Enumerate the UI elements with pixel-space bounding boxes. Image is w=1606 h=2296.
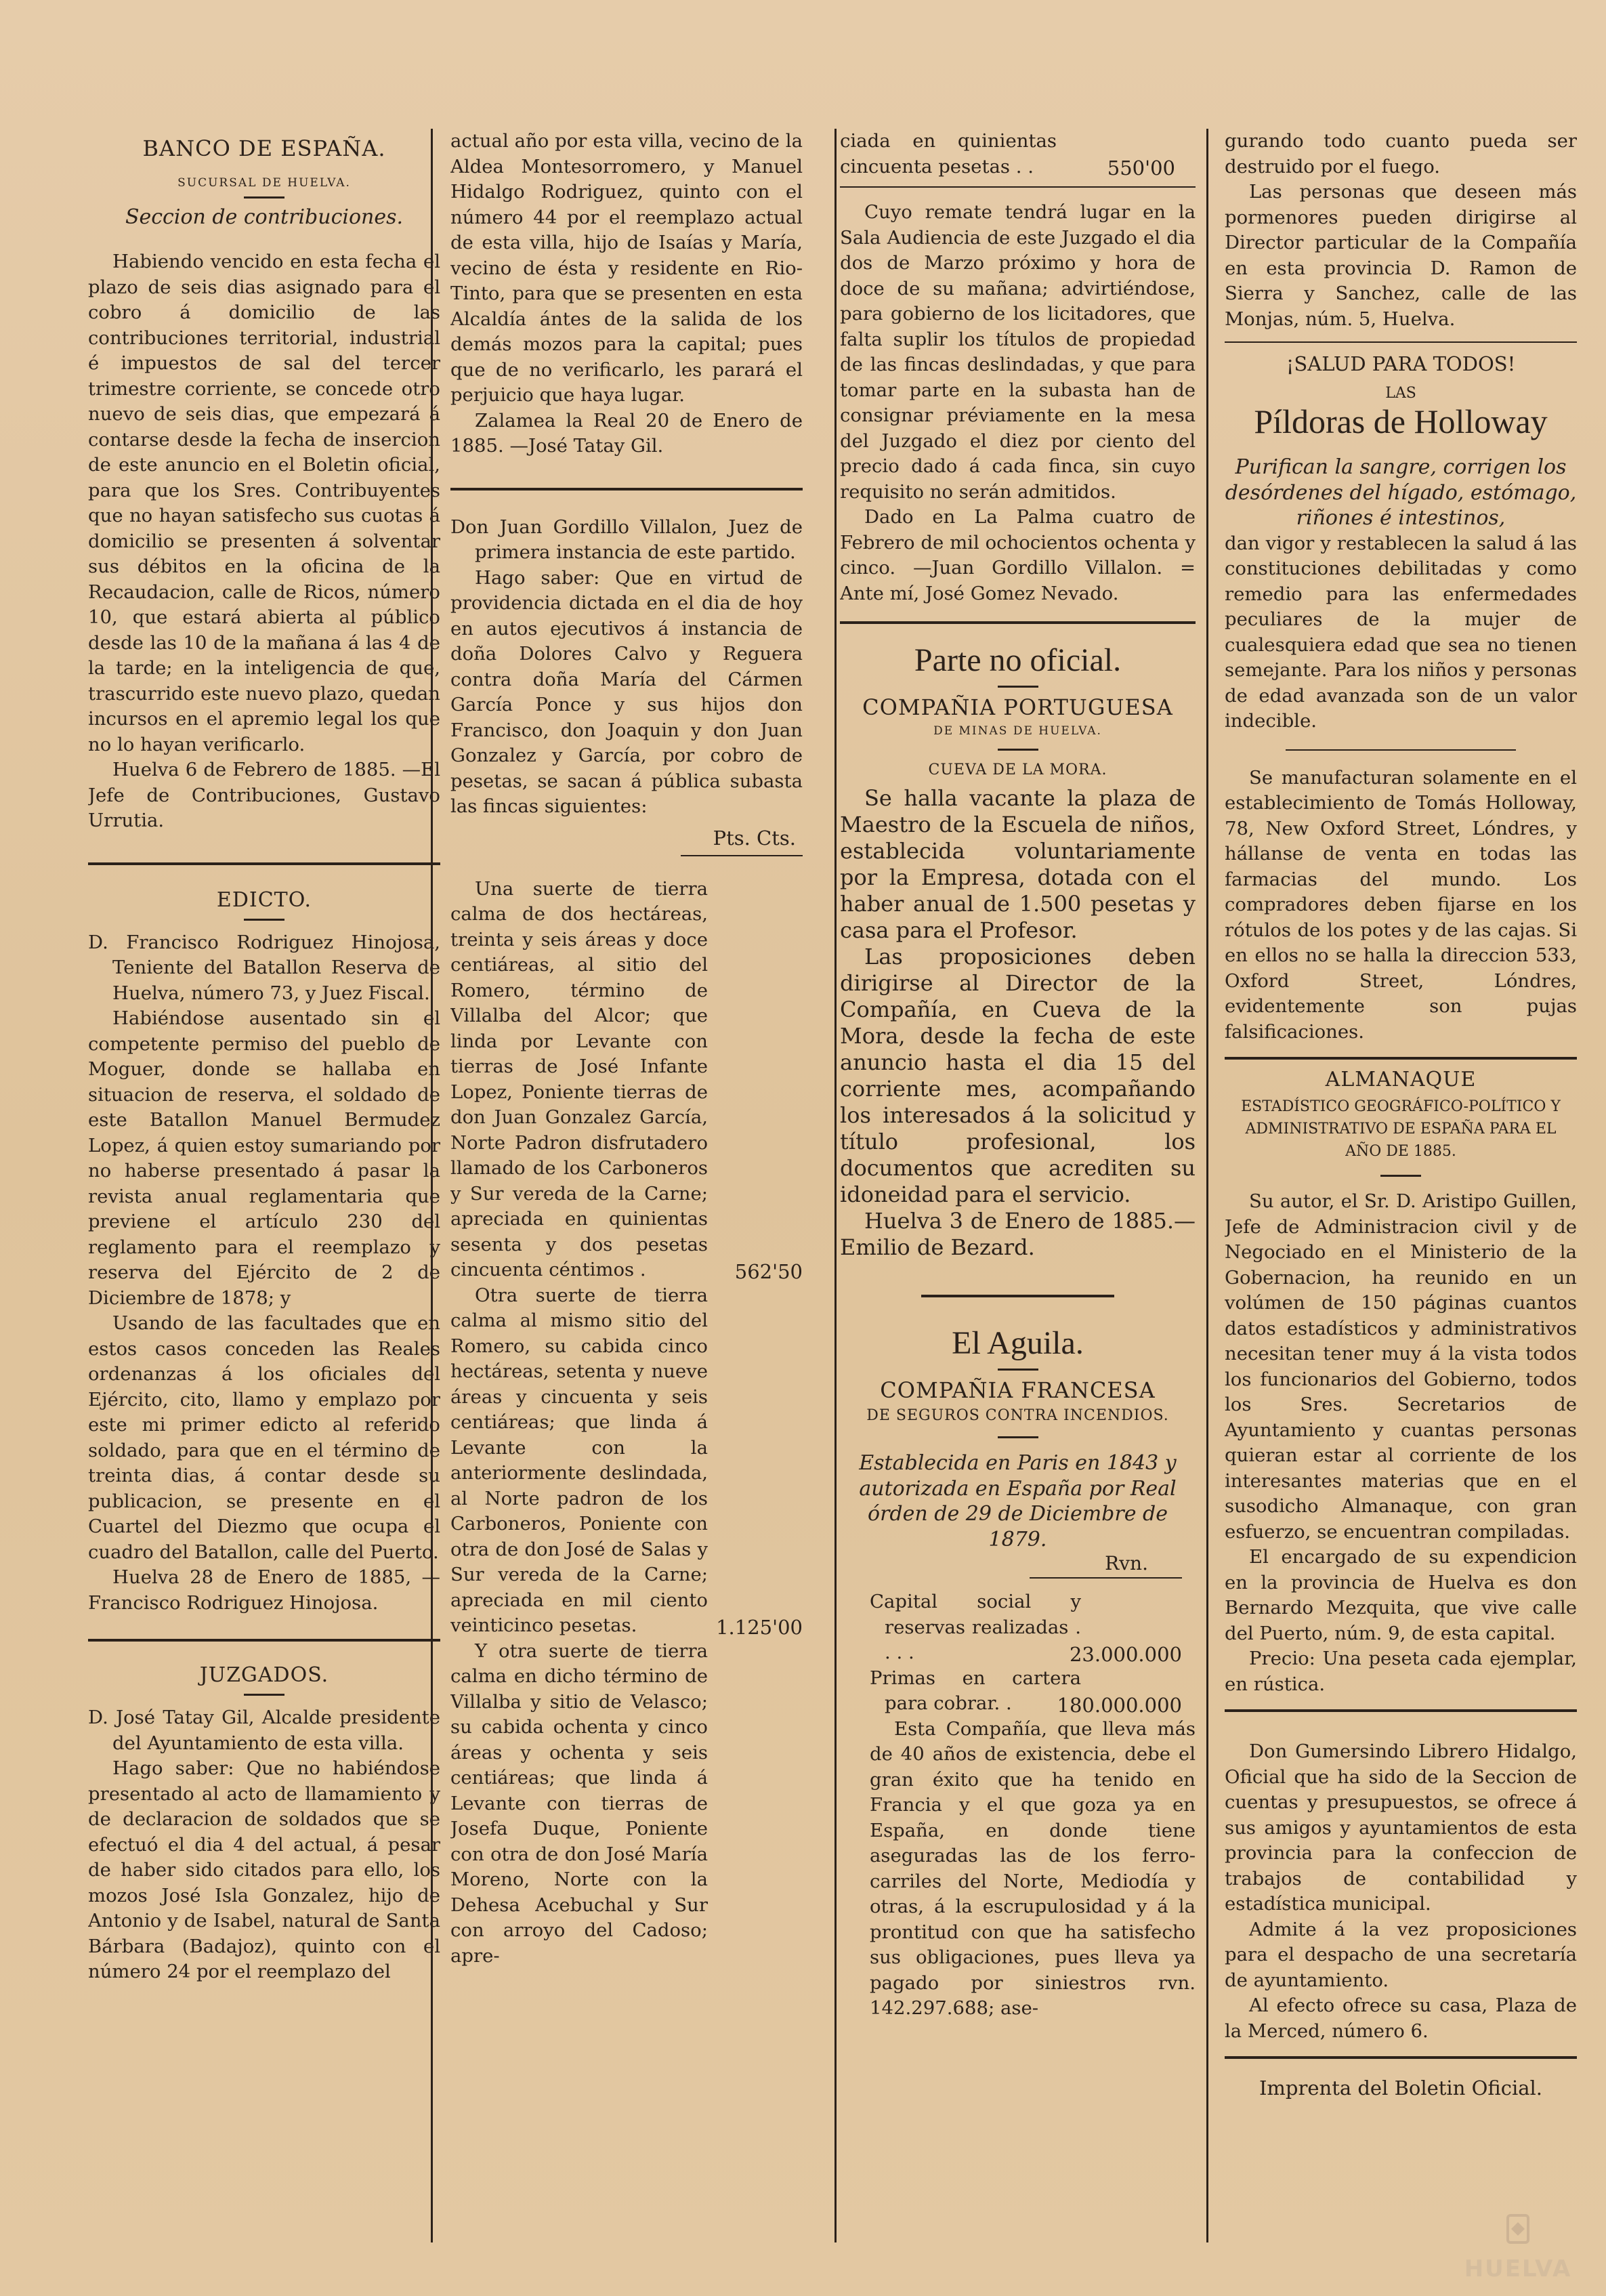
column-3 (840, 129, 1196, 2022)
pildoras-title: Píldoras de Holloway (1254, 402, 1548, 440)
section-rule (840, 621, 1196, 624)
finca-2-amount: 1.125'00 (716, 1615, 803, 1639)
continued-amount: 550'00 (1107, 156, 1175, 180)
cueva-paragraph: Se halla vacante la plaza de Maestro de la Escuela de niños, establecida voluntariamente por la Empresa, dotada con el haber anual de 1.500 pesetas y casa para el Profesor. (840, 785, 1196, 943)
pildoras-paragraph: dan vigor y restablecen la salud á las constituciones debilitadas y como remedio para las enfermedades peculiares de la mujer de cualesquiera edad que sea no tienen semejante. Para los niños y personas de edad avanzada son de un valor indecible. (1225, 532, 1577, 732)
finca-2: Otra suerte de tierra calma al mismo sitio del Romero, su cabida cinco hectáreas, setenta y nueve áreas y cincuenta y seis centiáreas; que linda á Levante con la anteriormente deslindada, al Norte padron de los Carboneros, Poniente con otra de don José de Salas y Sur vereda de la Carne; apreciada en mil ciento veinticinco pesetas. (450, 1284, 708, 1636)
pildoras-paragraph: Se manufacturan solamente en el establecimiento de Tomás Holloway, 78, New Oxford Street, Lóndres, y hállanse de venta en todas las farmacias del mundo. Los compradores deben fijarse en los rótulos de los potes y de las cajas. Si en ellos no se halla la direccion 533, Oxford Street, Lóndres, evidentemente son pujas falsificaciones. (1225, 766, 1577, 1043)
primas-value: 180.000.000 (1057, 1693, 1182, 1717)
divider (681, 855, 803, 856)
gumersindo-paragraph: Admite á la vez proposiciones para el despacho de una secretaría de ayuntamiento. (1225, 1918, 1577, 1991)
sucursal-heading: SUCURSAL DE HUELVA. (177, 176, 351, 190)
las-heading: LAS (1385, 385, 1416, 402)
salud-heading: ¡SALUD PARA TODOS! (1286, 352, 1516, 375)
edicto-paragraph: Habiéndose ausentado sin el competente permiso del pueblo de Moguer, donde se hallaba en situacion de reserva, el soldado de este Batallon Manuel Bermudez Lopez, á quien estoy sumariando por no haberse presentado á pasar la revista anual reglamentaria que previene el artículo 230 del reglamento para el reemplazo y reserva del Ejército de 2 de Diciembre de 1878; y (88, 1007, 440, 1309)
juzgados-title: JUZGADOS. (199, 1663, 329, 1687)
continued-signature: Zalamea la Real 20 de Enero de 1885. —José Tatay Gil. (450, 409, 803, 457)
capital-value: 23.000.000 (1069, 1642, 1182, 1666)
divider (998, 1369, 1038, 1371)
edicto-paragraph: Usando de las facultades que en estos casos conceden las Reales ordenanzas á los oficiales del Ejército, cito, llamo y emplazo por este mi primer edicto al referido soldado, para que en el término de treinta dias, á contar desde su publicacion, se presente en el Cuartel del Diezmo que ocupa el cuadro del Batallon, calle del Puerto. (88, 1312, 440, 1563)
aguila-paragraph: Esta Compañía, que lleva más de 40 años de existencia, debe el gran éxito que ha tenido en Francia y el que goza ya en España, en donde tiene aseguradas las de los ferro-carriles del Norte, Mediodía y otras, á la escrupulosidad y á la prontitud con que ha satisfecho sus obligaciones, pues lleva ya pagado por siniestros rvn. 142.297.688; ase- (870, 1717, 1196, 2019)
cueva-signature: Huelva 3 de Enero de 1885.—Emilio de Bezard. (840, 1208, 1196, 1260)
section-rule (88, 862, 440, 865)
imprenta-footer: Imprenta del Boletin Oficial. (1259, 2076, 1543, 2100)
edicto-heading: D. Francisco Rodriguez Hinojosa, Teniente del Batallon Reserva de Huelva, número 73, y Juez Fiscal. (88, 931, 440, 1004)
gumersindo-paragraph: Don Gumersindo Librero Hidalgo, Oficial que ha sido de la Seccion de cuentas y presupuestos, se ofrece á sus amigos y ayuntamientos de esta provincia para la confeccion de trabajos de contabilidad y estadística municipal. (1225, 1740, 1577, 1915)
compania-francesa: COMPAÑIA FRANCESA (880, 1377, 1156, 1403)
divider (1380, 1175, 1421, 1177)
continued-text: actual año por esta villa, vecino de la Aldea Montesorromero, y Manuel Hidalgo Rodriguez, quinto con el número 44 por el reemplazo actual de esta villa, hijo de Isaías y María, vecino de ésta y residente en Rio-Tinto, para que se presenten en esta Alcaldía ántes de la salida de los demás mozos para la capital; pues que de no verificarlo, les parará el perjuicio que haya lugar. (450, 130, 803, 406)
divider (921, 1295, 1114, 1297)
divider (1286, 749, 1516, 751)
column-rule (1206, 129, 1208, 2242)
continued-paragraph: Las personas que deseen más pormenores pueden dirigirse al Director particular de la Compañía en esta provincia D. Ramon de Sierra y Sanchez, calle de las Monjas, núm. 5, Huelva. (1225, 181, 1577, 330)
cueva-paragraph: Las proposiciones deben dirigirse al Director de la Compañía, en Cueva de la Mora, desde la fecha de este anuncio hasta el dia 15 del corriente mes, acompañando los interesados á la solicitud y título profesional, los documentos que acrediten su idoneidad para el servicio. (840, 944, 1196, 1207)
divider (244, 919, 284, 921)
juzgados-paragraph: Hago saber: Que no habiéndose presentado al acto de llamamiento y de declaracion de soldados que se efectuó el dia 4 del actual, á pesar de haber sido citados para ello, los mozos José Isla Gonzalez, hijo de Antonio y de Isabel, natural de Santa Bárbara (Badajoz), quinto con el número 24 por el reemplazo del (88, 1757, 440, 1982)
edicto-signature: Huelva 28 de Enero de 1885, — Francisco Rodriguez Hinojosa. (88, 1566, 440, 1614)
column-1 (88, 135, 440, 1985)
almanaque-paragraph: El encargado de su expendicion en la provincia de Huelva es don Bernardo Mezquita, que vive calle del Puerto, núm. 9, de esta capital. (1225, 1546, 1577, 1644)
juzgados-heading: D. José Tatay Gil, Alcalde presidente del Ayuntamiento de esta villa. (88, 1707, 440, 1754)
juez-heading: Don Juan Gordillo Villalon, Juez de primera instancia de este partido. (450, 516, 803, 563)
establecida-text: Establecida en Paris en 1843 y autorizada en España por Real órden de 29 de Diciembre de 1879. (859, 1451, 1177, 1551)
almanaque-paragraph: Su autor, el Sr. D. Aristipo Guillen, Jefe de Administracion civil y de Negociado en el Ministerio de la Gobernacion, ha reunido en un volúmen de 150 páginas cuantos datos estadísticos y administrativos necesitan tener muy á la vista todos los funcionarios del Gobierno, todos los Sres. Secretarios de Ayuntamiento y cuantas personas quieran estar al corriente de los interesantes materias que en el susodicho Almanaque, con gran esfuerzo, se encuentran compiladas. (1225, 1190, 1577, 1543)
capital-label: Capital social y reservas realizadas . . . . (870, 1591, 1081, 1663)
section-rule (88, 1639, 440, 1642)
continued-line: ciada en quinientas cincuenta pesetas . . (840, 130, 1057, 178)
column-4 (1225, 129, 1577, 2100)
almanaque-title: ALMANAQUE (1325, 1068, 1477, 1091)
el-aguila-title: El Aguila. (952, 1325, 1084, 1361)
divider (244, 1694, 284, 1696)
divider (244, 196, 284, 199)
remate-signature: Dado en La Palma cuatro de Febrero de mil ochocientos ochenta y cinco. —Juan Gordillo Villalon. = Ante mí, José Gomez Nevado. (840, 506, 1196, 604)
pts-cts-header: Pts. Cts. (713, 826, 796, 850)
crest-icon (1494, 2212, 1542, 2253)
compania-portuguesa: COMPAÑIA PORTUGUESA (862, 694, 1173, 720)
continued-text: gurando todo cuanto pueda ser destruido por el fuego. (1225, 130, 1577, 178)
divider (998, 1436, 1038, 1438)
divider (1225, 341, 1577, 343)
almanaque-subtitle: ESTADÍSTICO GEOGRÁFICO-POLÍTICO Y ADMINISTRATIVO DE ESPAÑA PARA EL AÑO DE 1885. (1241, 1098, 1561, 1160)
gumersindo-paragraph: Al efecto ofrece su casa, Plaza de la Merced, número 6. (1225, 1995, 1577, 2042)
section-rule (450, 488, 803, 490)
finca-1: Una suerte de tierra calma de dos hectáreas, treinta y seis áreas y doce centiáreas, al sitio del Romero, término de Villalba del Alcor; que linda por Levante con tierras de José Infante Lopez, Poniente tierras de don Juan Gonzalez García, Norte Padron disfrutadero llamado de los Carboneros y Sur vereda de la Carne; apreciada en quinientas sesenta y dos pesetas cincuenta céntimos . (450, 877, 708, 1280)
section-rule (1225, 1709, 1577, 1712)
cueva-heading: CUEVA DE LA MORA. (928, 761, 1107, 778)
parte-no-oficial-title: Parte no oficial. (914, 642, 1122, 678)
archive-watermark (1450, 2212, 1586, 2282)
almanaque-price: Precio: Una peseta cada ejemplar, en rústica. (1225, 1648, 1577, 1695)
banco-title: BANCO DE ESPAÑA. (142, 135, 386, 161)
banco-body: Habiendo vencido en esta fecha el plazo de seis dias asignado para el cobro á domicilio de las contribuciones territorial, industrial é impuestos de sal del tercer trimestre corriente, se concede otro nuevo de seis dias, que empezará á contarse desde la fecha de insercion de este anuncio en el Boletin oficial, para que los Sres. Contribuyentes que no hayan satisfecho sus cuotas á domicilio se presenten á solventar sus débitos en la oficina de la Recaudacion, calle de Ricos, número 10, que estará abierta al público desde las 10 de la mañana á las 4 de la tarde; en la inteligencia de que, trascurrido este nuevo plazo, quedan incursos en el apremio legal los que no lo hayan verificarlo. (88, 251, 440, 755)
rvn-label: Rvn. (1105, 1552, 1148, 1574)
seccion-heading: Seccion de contribuciones. (125, 205, 404, 229)
pildoras-subtitle: Purifican la sangre, corrigen los desórdenes del hígado, estómago, riñones é intestinos, (1225, 455, 1577, 530)
seguros-heading: DE SEGUROS CONTRA INCENDIOS. (866, 1407, 1169, 1424)
section-rule (1225, 2056, 1577, 2059)
column-2 (450, 129, 803, 1969)
divider (998, 749, 1038, 751)
remate-paragraph: Cuyo remate tendrá lugar en la Sala Audiencia de este Juzgado el dia dos de Marzo próximo y hora de doce de su mañana; advirtiéndose, para gobierno de los licitadores, que falta suplir los títulos de propiedad de las fincas deslindadas, y que para tomar parte en la subasta han de consignar préviamente en la mesa del Juzgado el diez por ciento del precio dado á cada finca, sin cuyo requisito no serán admitidos. (840, 201, 1196, 503)
banco-signature: Huelva 6 de Febrero de 1885. —El Jefe de Contribuciones, Gustavo Urrutia. (88, 759, 440, 831)
finca-3: Y otra suerte de tierra calma en dicho término de Villalba y sitio de Velasco; su cabida ochenta y cinco áreas y ochenta y seis centiáreas; que linda á Levante con tierras de Josefa Duque, Poniente con otra de don José María Moreno, Norte con la Dehesa Acebuchal y Sur con arroyo del Cadoso; apre- (450, 1640, 708, 1967)
finca-1-amount: 562'50 (734, 1259, 803, 1283)
column-rule (834, 129, 837, 2242)
juez-paragraph: Hago saber: Que en virtud de providencia dictada en el dia de hoy en autos ejecutivos á instancia de doña Dolores Calvo y Reguera contra doña María del Cármen García Ponce y sus hijos don Francisco, don Joaquin y don Juan Gonzalez y García, por cobro de pesetas, se sacan á pública subasta las fincas siguientes: (450, 566, 803, 817)
divider (840, 186, 1196, 188)
divider (998, 686, 1038, 688)
section-rule (1225, 1057, 1577, 1060)
divider (1030, 1577, 1182, 1579)
watermark-text: HUELVA (1464, 2255, 1572, 2282)
primas-label: Primas en cartera para cobrar. . (870, 1667, 1081, 1714)
edicto-title: EDICTO. (216, 888, 312, 912)
minas-de-huelva: DE MINAS DE HUELVA. (933, 724, 1102, 738)
